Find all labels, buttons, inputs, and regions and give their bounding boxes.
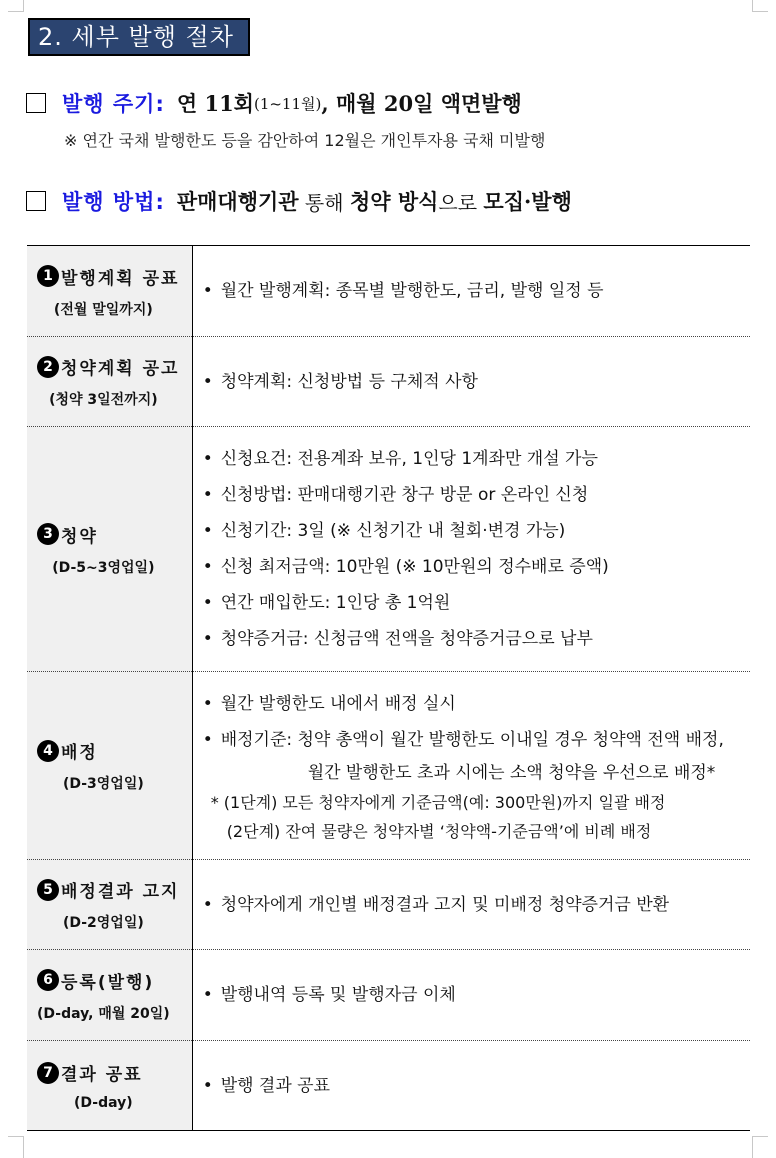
cycle-line xyxy=(26,88,522,118)
list-item: • 청약증거금: 신청금액 전액을 청약증거금으로 납부 xyxy=(203,621,750,657)
desc-cell xyxy=(192,672,750,860)
table-row xyxy=(27,672,750,860)
list-item-continuation: 월간 발행한도 초과 시에는 소액 청약을 우선으로 배정* xyxy=(307,762,716,783)
stage-title: 발행계획 공표 xyxy=(61,268,180,289)
method-key: 발행 방법: xyxy=(62,190,165,214)
stage-timing: (전월 말일까지) xyxy=(53,301,153,318)
table-row xyxy=(27,427,750,672)
method-as: 으로 xyxy=(438,190,484,215)
stage-cell xyxy=(27,427,192,672)
number-1-icon: 1 xyxy=(37,265,59,287)
cycle-day: , 매월 20일 액면발행 xyxy=(321,91,522,116)
desc-cell xyxy=(192,950,750,1041)
desc-cell xyxy=(192,337,750,427)
list-item: • 배정기준: 청약 총액이 월간 발행한도 이내일 경우 청약액 전액 배정, xyxy=(203,722,750,758)
stage-title: 배정 xyxy=(61,743,98,763)
crop-mark-bottom-left xyxy=(8,1136,24,1158)
stage-timing: (청약 3일전까지) xyxy=(49,392,158,408)
list-item: • 신청방법: 판매대행기관 창구 방문 or 온라인 신청 xyxy=(203,477,750,513)
cycle-months: (1~11월) xyxy=(253,94,322,113)
stage-title: 배정결과 고지 xyxy=(61,882,180,902)
stage-title: 결과 공표 xyxy=(61,1065,143,1085)
crop-mark-top-right xyxy=(752,0,768,12)
number-5-icon: 5 xyxy=(37,879,59,901)
method-line xyxy=(26,186,572,216)
cycle-value: 연 11회 xyxy=(176,91,254,116)
method-subscription: 청약 방식 xyxy=(349,189,439,214)
stage-cell xyxy=(27,672,192,860)
checkbox-icon xyxy=(26,93,46,113)
stage-cell xyxy=(27,1041,192,1131)
list-item: • 발행 결과 공표 xyxy=(203,1068,750,1104)
checkbox-icon xyxy=(26,191,46,211)
table-row xyxy=(27,860,750,950)
footnote-step1: * (1단계) 모든 청약자에게 기준금액(예: 300만원)까지 일괄 배정 xyxy=(210,792,666,812)
cycle-note: ※ 연간 국채 발행한도 등을 감안하여 12월은 개인투자용 국채 미발행 xyxy=(64,131,546,150)
list-item: • 신청 최저금액: 10만원 (※ 10만원의 정수배로 증액) xyxy=(203,549,750,585)
desc-cell xyxy=(192,860,750,950)
stage-cell xyxy=(27,337,192,427)
table-row xyxy=(27,246,750,337)
stage-cell xyxy=(27,950,192,1041)
number-3-icon: 3 xyxy=(37,523,59,545)
method-issue: 모집·발행 xyxy=(483,189,572,214)
desc-cell xyxy=(192,246,750,337)
section-title: 2. 세부 발행 절차 xyxy=(28,18,250,56)
list-item: • 신청기간: 3일 (※ 신청기간 내 철회·변경 가능) xyxy=(203,513,750,549)
number-4-icon: 4 xyxy=(37,740,59,762)
stage-timing: (D-day, 매월 20일) xyxy=(37,1005,170,1022)
number-6-icon: 6 xyxy=(37,969,59,991)
table-row xyxy=(27,1041,750,1131)
list-item: • 신청요건: 전용계좌 보유, 1인당 1계좌만 개설 가능 xyxy=(203,441,750,477)
stage-timing: (D-3영업일) xyxy=(62,776,144,792)
method-via: 통해 xyxy=(298,190,350,215)
crop-mark-bottom-right xyxy=(752,1136,768,1158)
procedure-table xyxy=(27,245,750,1131)
stage-timing: (D-day) xyxy=(74,1095,133,1111)
crop-mark-top-left xyxy=(8,0,24,12)
number-7-icon: 7 xyxy=(37,1062,59,1084)
stage-cell xyxy=(27,860,192,950)
footnote-step2: (2단계) 잔여 물량은 청약자별 ‘청약액-기준금액’에 비례 배정 xyxy=(226,821,652,841)
list-item: • 연간 매입한도: 1인당 총 1억원 xyxy=(203,585,750,621)
list-item: • 월간 발행계획: 종목별 발행한도, 금리, 발행 일정 등 xyxy=(203,273,750,309)
stage-timing: (D-5~3영업일) xyxy=(52,559,155,576)
table-row xyxy=(27,950,750,1041)
cycle-key: 발행 주기: xyxy=(62,92,165,116)
stage-timing: (D-2영업일) xyxy=(62,915,144,931)
number-2-icon: 2 xyxy=(37,356,59,378)
stage-title: 청약 xyxy=(61,526,98,547)
table-row xyxy=(27,337,750,427)
desc-cell xyxy=(192,1041,750,1131)
stage-title: 청약계획 공고 xyxy=(61,359,180,379)
desc-cell xyxy=(192,427,750,672)
method-agency: 판매대행기관 xyxy=(176,189,299,214)
stage-cell xyxy=(27,246,192,337)
stage-title: 등록(발행) xyxy=(61,972,155,993)
list-item: • 월간 발행한도 내에서 배정 실시 xyxy=(203,686,750,722)
list-item: • 발행내역 등록 및 발행자금 이체 xyxy=(203,977,750,1013)
list-item: • 청약자에게 개인별 배정결과 고지 및 미배정 청약증거금 반환 xyxy=(203,887,750,923)
list-item: • 청약계획: 신청방법 등 구체적 사항 xyxy=(203,364,750,400)
